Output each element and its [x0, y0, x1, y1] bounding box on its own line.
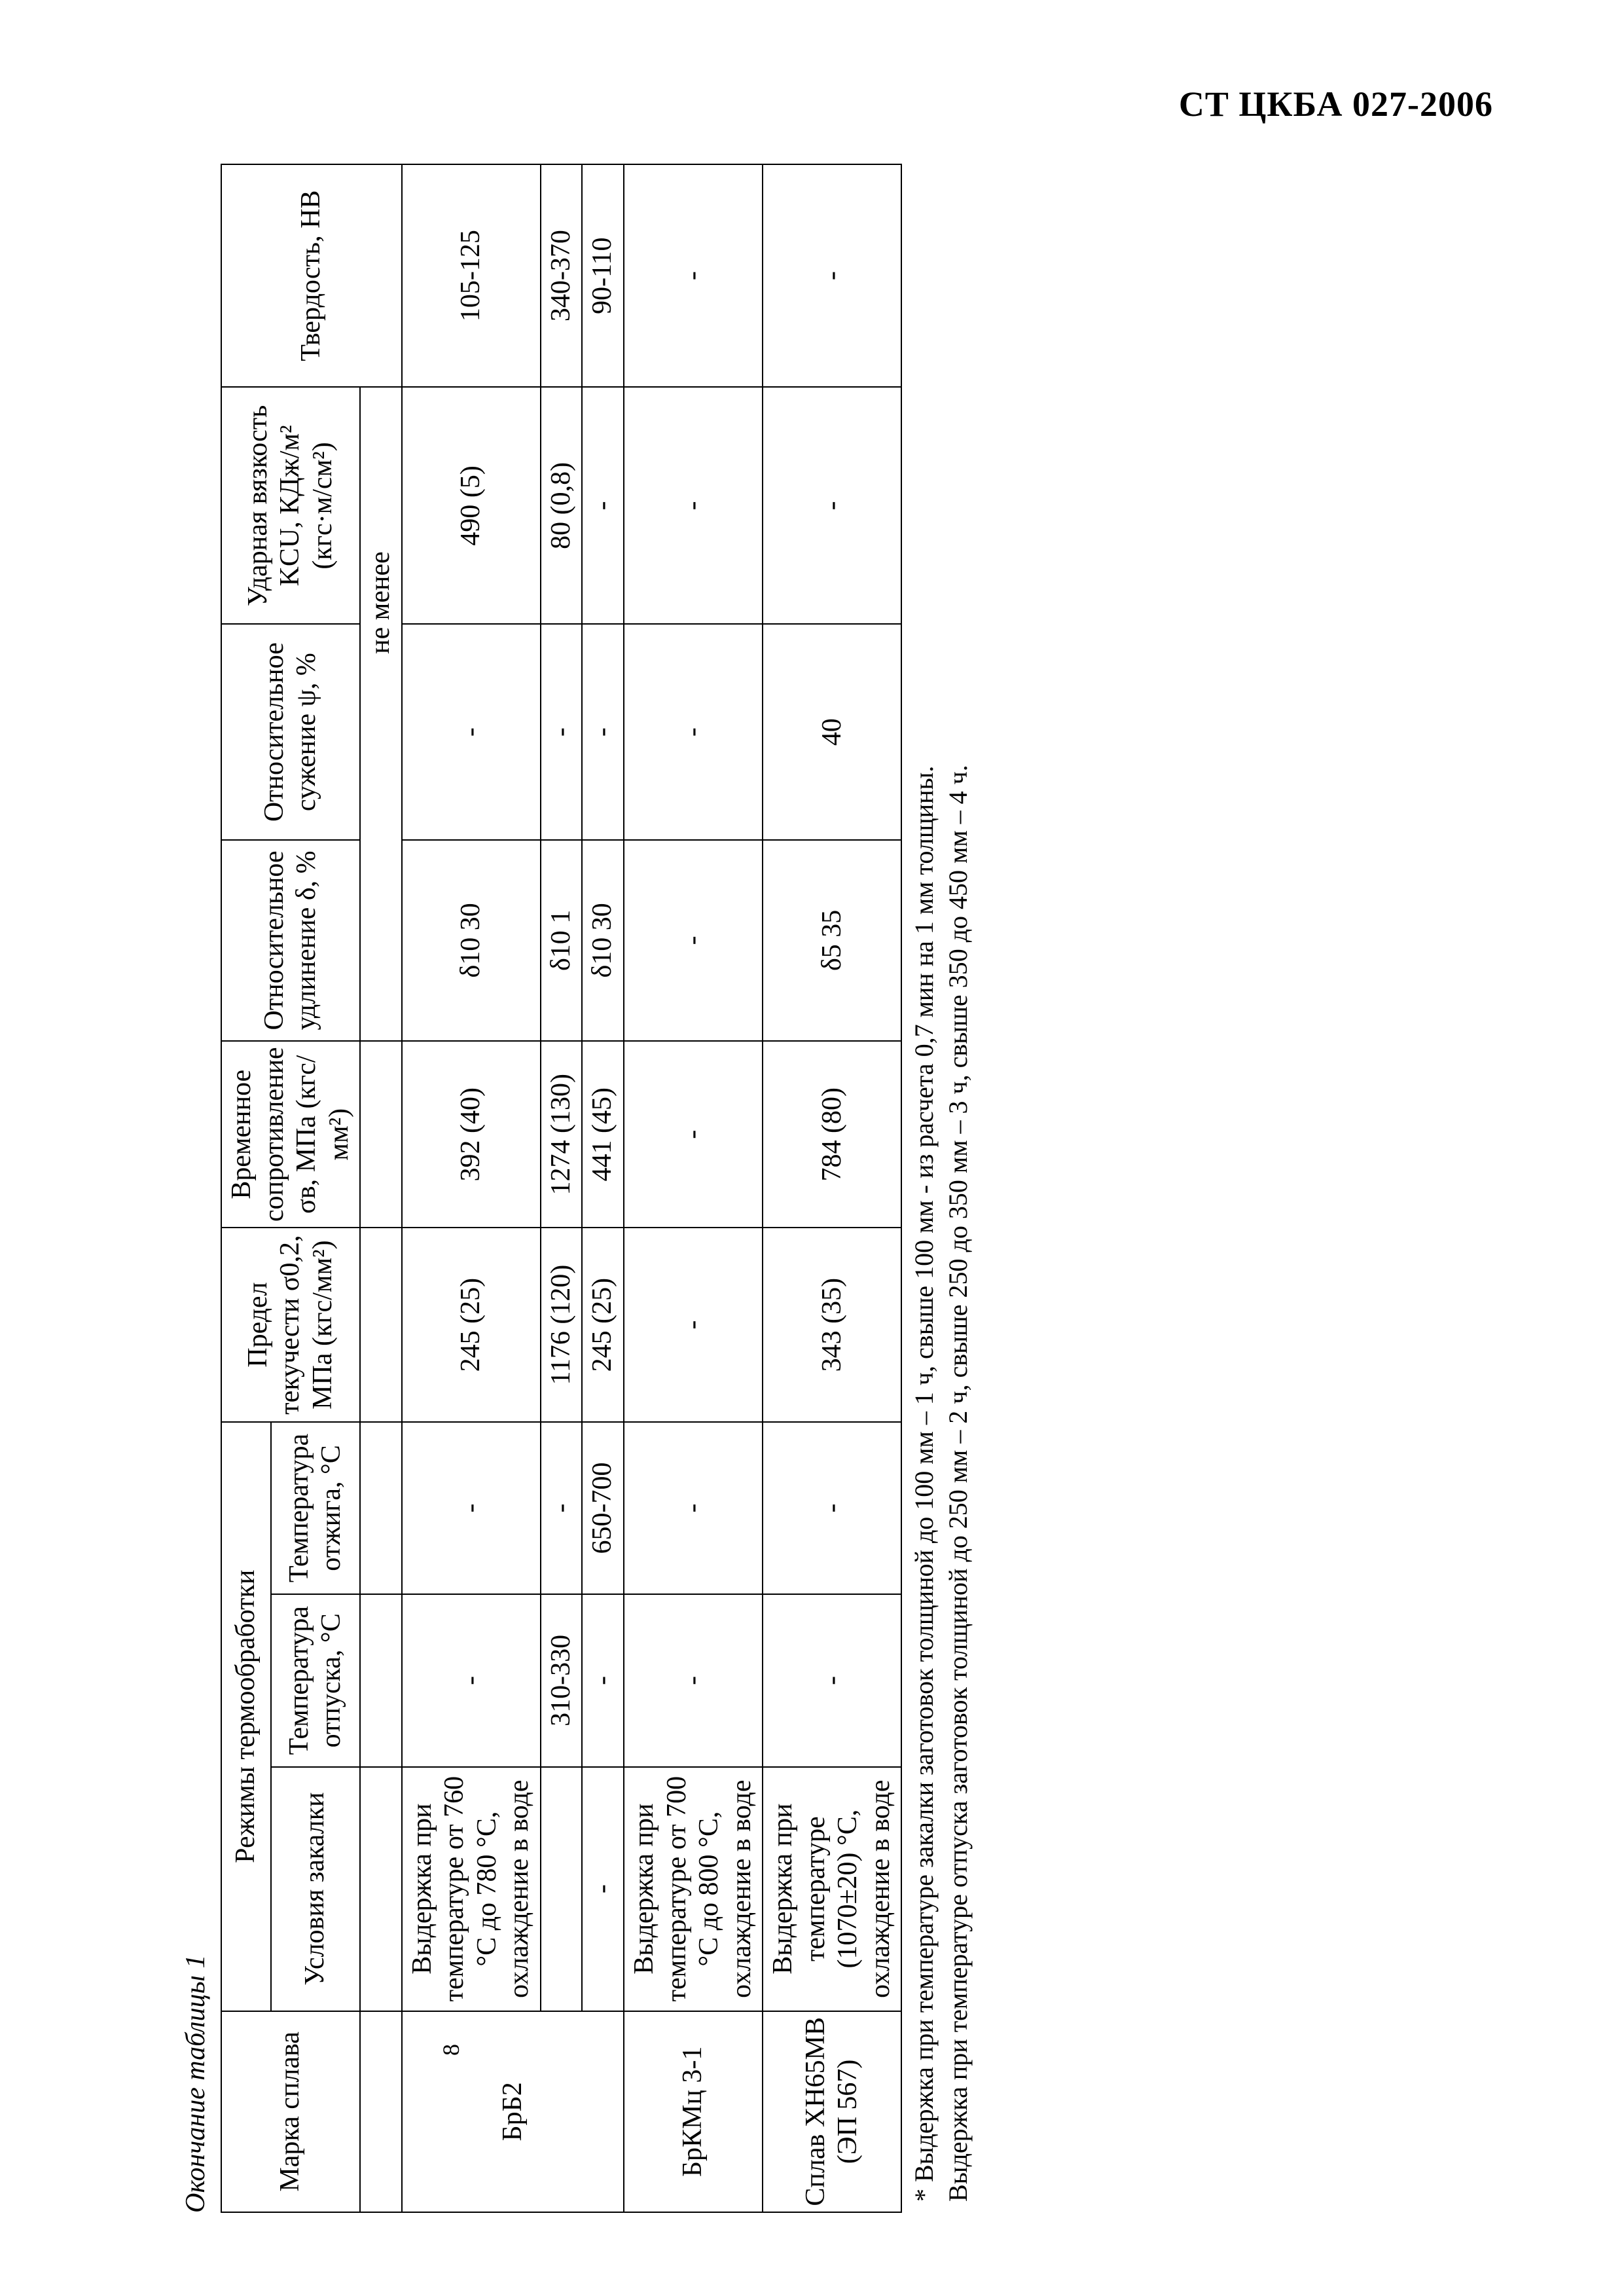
cell-hardness: 340-370 [541, 164, 583, 387]
rotated-table-block [180, 164, 1437, 2213]
cell-quench [541, 1767, 583, 2011]
cell-yield: 1176 (120) [541, 1228, 583, 1421]
cell-tensile: 392 (40) [402, 1041, 541, 1228]
col-impact: Ударная вязкость KCU, КДж/м² (кгс·м/см²) [221, 387, 360, 624]
cell-grade: БрБ2 [402, 2011, 624, 2212]
cell-tensile: - [624, 1041, 763, 1228]
col-hardness: Твердость, НВ [221, 164, 402, 387]
footnote-row [901, 164, 981, 2212]
col-anneal: Температура отжига, °С [271, 1422, 360, 1594]
document-id: СТ ЦКБА 027-2006 [1178, 84, 1493, 124]
col-quench: Условия закалки [271, 1767, 360, 2011]
header-row-3 [360, 164, 402, 2212]
table-row [624, 164, 763, 2212]
cell-yield: - [624, 1228, 763, 1421]
cell-impact: - [624, 387, 763, 624]
cell-tensile: 784 (80) [763, 1041, 901, 1228]
cell-temper: 310-330 [541, 1594, 583, 1766]
cell-tensile: 441 (45) [582, 1041, 624, 1228]
cell-hardness: - [763, 164, 901, 387]
footnote-1: * Выдержка при температуре закалки заготовок толщиной до 100 мм – 1 ч, свыше 100 мм - из расчета 0,7 мин на 1 мм толщины. [909, 765, 939, 2202]
cell-temper: - [582, 1594, 624, 1766]
cell-anneal: - [541, 1422, 583, 1594]
cell-grade: Сплав ХН65МВ (ЭП 567) [763, 2011, 901, 2212]
cell-quench: Выдержка при температуре (1070±20) °С, охлаждение в воде [763, 1767, 901, 2011]
cell-yield: 245 (25) [402, 1228, 541, 1421]
cell-reduction: 40 [763, 625, 901, 840]
cell-reduction: - [624, 625, 763, 840]
cell-yield: 245 (25) [582, 1228, 624, 1421]
table-row [402, 164, 541, 2212]
cell-temper: - [763, 1594, 901, 1766]
cell-quench: - [582, 1767, 624, 2011]
cell-hardness: 90-110 [582, 164, 624, 387]
cell-reduction: - [541, 625, 583, 840]
cell-grade: БрКМц 3-1 [624, 2011, 763, 2212]
not-less-label: не менее [360, 164, 402, 1041]
cell-hardness: - [624, 164, 763, 387]
cell-impact: 80 (0,8) [541, 387, 583, 624]
cell-anneal: - [402, 1422, 541, 1594]
cell-hardness: 105-125 [402, 164, 541, 387]
footnote-cell [901, 164, 981, 2212]
table-row [763, 164, 901, 2212]
cell-elongation: δ10 30 [402, 840, 541, 1041]
footnote-2: Выдержка при температуре отпуска заготовок толщиной до 250 мм – 2 ч, свыше 250 до 350 мм – 3 ч, свыше 350 до 450 мм – 4 ч. [943, 765, 973, 2202]
cell-impact: - [763, 387, 901, 624]
col-yield: Предел текучести σ0,2, МПа (кгс/мм²) [221, 1228, 360, 1421]
cell-impact: - [582, 387, 624, 624]
cell-elongation: - [624, 840, 763, 1041]
cell-anneal: - [624, 1422, 763, 1594]
cell-elongation: δ10 30 [582, 840, 624, 1041]
cell-anneal: 650-700 [582, 1422, 624, 1594]
cell-elongation: δ10 1 [541, 840, 583, 1041]
cell-temper: - [624, 1594, 763, 1766]
col-temper: Температура отпуска, °С [271, 1594, 360, 1766]
col-elongation: Относительное удлинение δ, % [221, 840, 360, 1041]
cell-reduction: - [402, 625, 541, 840]
cell-quench: Выдержка при температуре от 760 °С до 780 °С, охлаждение в воде [402, 1767, 541, 2011]
page-number: 8 [438, 2044, 464, 2056]
table-row [582, 164, 624, 2212]
cell-temper: - [402, 1594, 541, 1766]
col-grade: Марка сплава [221, 2011, 360, 2212]
cell-reduction: - [582, 625, 624, 840]
cell-elongation: δ5 35 [763, 840, 901, 1041]
cell-tensile: 1274 (130) [541, 1041, 583, 1228]
header-row-1 [221, 164, 271, 2212]
table-row [541, 164, 583, 2212]
cell-quench: Выдержка при температуре от 700 °С до 800 °С, охлаждение в воде [624, 1767, 763, 2011]
col-reduction: Относительное сужение ψ, % [221, 625, 360, 840]
col-heat-treatment: Режимы термообработки [221, 1422, 271, 2011]
cell-anneal: - [763, 1422, 901, 1594]
properties-table [221, 164, 981, 2213]
table-caption: Окончание таблицы 1 [181, 1954, 211, 2213]
col-tensile: Временное сопротивление σв, МПа (кгс/мм²) [221, 1041, 360, 1228]
cell-yield: 343 (35) [763, 1228, 901, 1421]
cell-impact: 490 (5) [402, 387, 541, 624]
